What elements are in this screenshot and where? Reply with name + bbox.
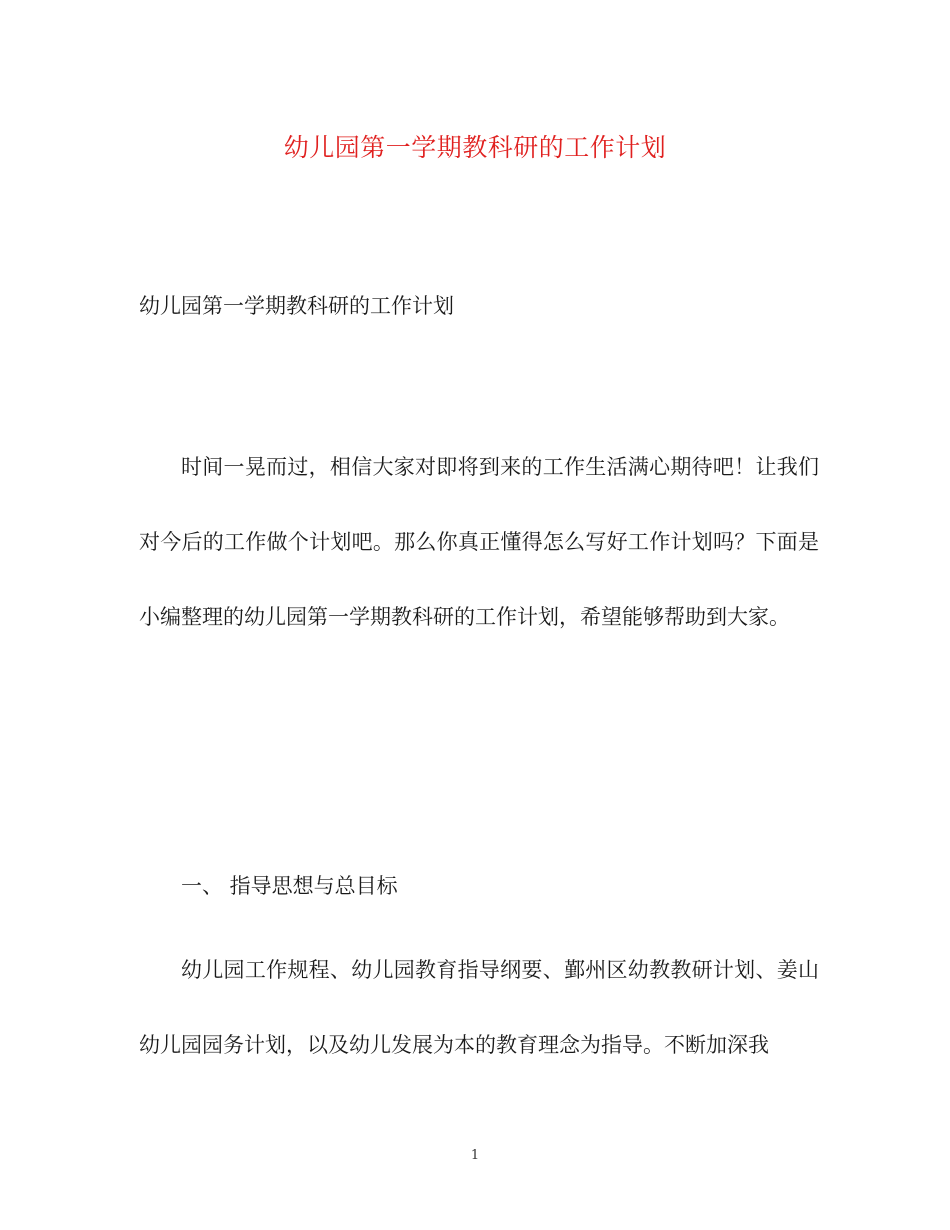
document-title: 幼儿园第一学期教科研的工作计划 xyxy=(283,133,667,162)
document-subtitle: 幼儿园第一学期教科研的工作计划 xyxy=(139,294,454,318)
section-paragraph: 幼儿园工作规程、幼儿园教育指导纲要、鄞州区幼教教研计划、姜山幼儿园园务计划，以及幼儿发展为本的教育理念为指导。不断加深我 xyxy=(139,958,819,1057)
page-number: 1 xyxy=(470,1148,480,1163)
intro-paragraph: 时间一晃而过，相信大家对即将到来的工作生活满心期待吧！让我们对今后的工作做个计划吧。那么你真正懂得怎么写好工作计划吗？下面是小编整理的幼儿园第一学期教科研的工作计划，希望能够帮助到大家。 xyxy=(139,455,819,629)
section-heading: 一、 指导思想与总目标 xyxy=(181,874,398,898)
